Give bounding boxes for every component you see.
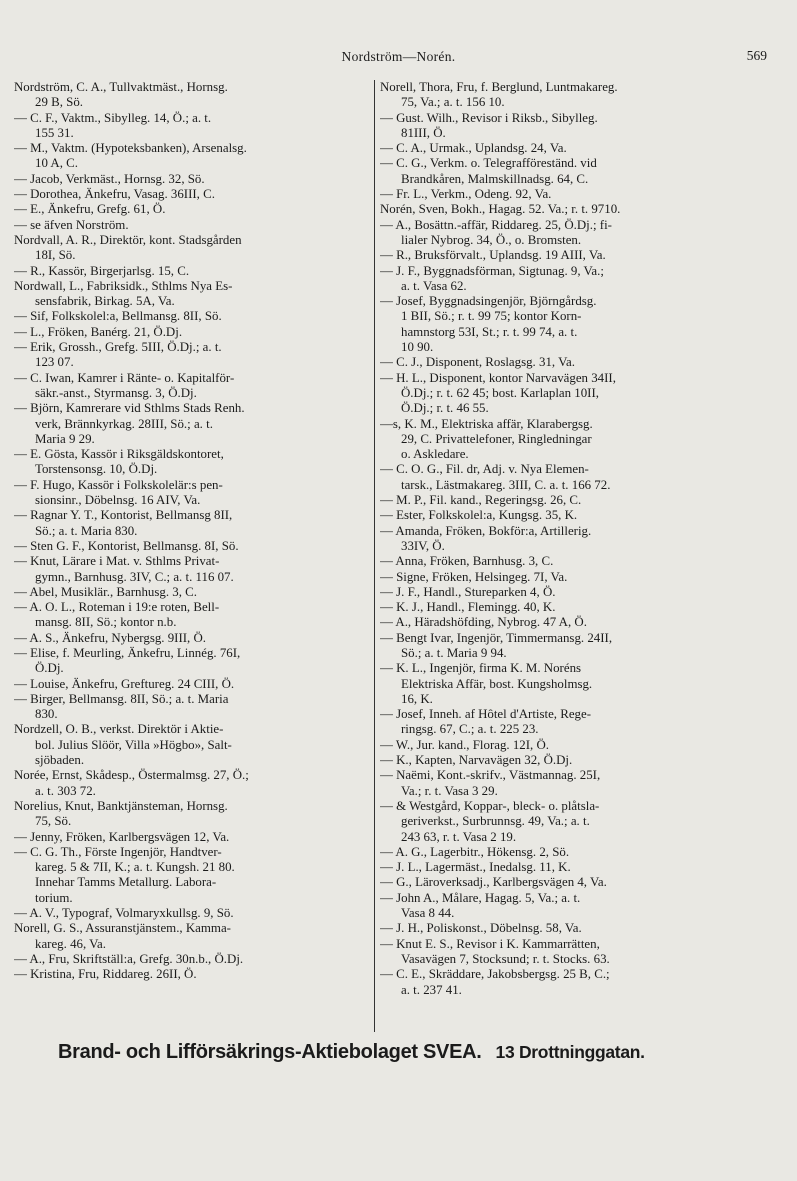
left-column: [14, 80, 373, 983]
directory-entry-line: — C. G. Th., Förste Ingenjör, Handtver-: [14, 844, 222, 859]
banner-company: Brand- och Lifförsäkrings-Aktiebolaget SVEA.: [58, 1041, 482, 1063]
directory-entry-line: 18I, Sö.: [35, 248, 76, 263]
directory-entry-line: — C. A., Urmak., Uplandsg. 24, Va.: [380, 141, 567, 156]
directory-entry-line: Nordzell, O. B., verkst. Direktör i Aktie-: [14, 722, 224, 737]
directory-entry-line: — A. S., Änkefru, Nybergsg. 9III, Ö.: [14, 630, 207, 645]
directory-entry-line: — Dorothea, Änkefru, Vasag. 36III, C.: [14, 187, 215, 202]
directory-entry-line: — Josef, Inneh. af Hôtel d'Artiste, Rege-: [380, 707, 592, 722]
directory-entry-line: 33IV, Ö.: [401, 538, 445, 553]
directory-entry-line: — J. H., Poliskonst., Döbelnsg. 58, Va.: [380, 921, 582, 936]
directory-entry-line: — Elise, f. Meurling, Änkefru, Linnég. 76I,: [14, 645, 241, 660]
directory-entry-line: — K. L., Ingenjör, firma K. M. Noréns: [380, 661, 582, 676]
directory-entry-line: sjöbaden.: [35, 753, 85, 768]
directory-entry-line: sensfabrik, Birkag. 5A, Va.: [35, 294, 175, 309]
directory-entry-line: a. t. 237 41.: [401, 982, 462, 997]
directory-entry-line: ringsg. 67, C.; a. t. 225 23.: [401, 722, 539, 737]
directory-entry-line: — E. Gösta, Kassör i Riksgäldskontoret,: [14, 447, 224, 462]
directory-entry-line: — C. E., Skräddare, Jakobsbergsg. 25 B, C.;: [380, 967, 610, 982]
directory-entry-line: — G., Läroverksadj., Karlbergsvägen 4, Va.: [380, 875, 607, 890]
directory-entry-line: — A., Fru, Skriftställ:a, Grefg. 30n.b., Ö.Dj.: [14, 951, 244, 966]
directory-entry-line: Norée, Ernst, Skådesp., Östermalmsg. 27, Ö.;: [14, 768, 249, 783]
directory-entry-line: — Signe, Fröken, Helsingeg. 7I, Va.: [380, 569, 568, 584]
directory-entry-line: Nordström, C. A., Tullvaktmäst., Hornsg.: [14, 80, 228, 94]
directory-entry-line: — Björn, Kamrerare vid Sthlms Stads Renh.: [14, 401, 245, 416]
directory-entry-line: — Bengt Ivar, Ingenjör, Timmermansg. 24II,: [380, 630, 613, 645]
directory-entry-line: — Kristina, Fru, Riddareg. 26II, Ö.: [14, 967, 197, 982]
directory-entry-line: — Ragnar Y. T., Kontorist, Bellmansg 8II,: [14, 508, 233, 523]
directory-entry-line: 1 BII, Sö.; r. t. 99 75; kontor Korn-: [401, 309, 582, 324]
directory-entry-line: — John A., Målare, Hagag. 5, Va.; a. t.: [380, 890, 581, 905]
directory-entry-line: — Naëmi, Kont.-skrifv., Västmannag. 25I,: [380, 768, 601, 783]
directory-entry-line: — Birger, Bellmansg. 8II, Sö.; a. t. Maria: [14, 691, 229, 706]
advertisement-banner: [58, 1041, 748, 1064]
directory-entry-line: 155 31.: [35, 125, 74, 140]
directory-entry-line: — Louise, Änkefru, Greftureg. 24 CIII, Ö.: [14, 676, 235, 691]
directory-entry-line: — A., Bosättn.-affär, Riddareg. 25, Ö.Dj.; fi-: [380, 217, 612, 232]
directory-entry-line: Va.; r. t. Vasa 3 29.: [401, 783, 498, 798]
directory-entry-line: 830.: [35, 707, 58, 722]
directory-entry-line: — J. F., Byggnadsförman, Sigtunag. 9, Va.;: [380, 263, 604, 278]
directory-entry-line: — J. L., Lagermäst., Inedalsg. 11, K.: [380, 860, 571, 875]
directory-entry-line: — A. O. L., Roteman i 19:e roten, Bell-: [14, 600, 220, 615]
directory-entry-line: — K. J., Handl., Flemingg. 40, K.: [380, 600, 556, 615]
directory-entry-line: —s, K. M., Elektriska affär, Klarabergsg.: [380, 416, 593, 431]
running-header: Nordström—Norén.: [341, 49, 456, 64]
directory-entry-line: 75, Va.; a. t. 156 10.: [401, 95, 505, 110]
directory-entry-line: o. Askledare.: [401, 447, 469, 462]
directory-entry-line: — Ester, Folkskolel:a, Kungsg. 35, K.: [380, 508, 578, 523]
directory-entry-line: geriverkst., Surbrunnsg. 49, Va.; a. t.: [401, 814, 590, 829]
banner-address: 13 Drottninggatan.: [495, 1042, 645, 1062]
directory-entry-line: — K., Kapten, Narvavägen 32, Ö.Dj.: [380, 753, 573, 768]
directory-entry-line: verk, Brännkyrkag. 28III, Sö.; a. t.: [35, 416, 213, 431]
directory-entry-line: 81III, Ö.: [401, 125, 446, 140]
directory-entry-line: — Knut, Lärare i Mat. v. Sthlms Privat-: [14, 554, 220, 569]
directory-entry-line: Sö.; a. t. Maria 9 94.: [401, 645, 507, 660]
directory-entry-line: sionsinr., Döbelnsg. 16 AIV, Va.: [35, 493, 201, 508]
directory-entry-line: — Knut E. S., Revisor i K. Kammarrätten,: [380, 936, 600, 951]
directory-entry-line: 75, Sö.: [35, 814, 72, 829]
directory-entry-line: kareg. 5 & 7II, K.; a. t. Kungsh. 21 80.: [35, 860, 235, 875]
directory-entry-line: — Sten G. F., Kontorist, Bellmansg. 8I, Sö.: [14, 538, 239, 553]
directory-entry-line: Innehar Tamms Metallurg. Labora-: [35, 875, 217, 890]
directory-entry-line: — Gust. Wilh., Revisor i Riksb., Sibylleg.: [380, 110, 598, 125]
directory-entry-line: — Sif, Folkskolel:a, Bellmansg. 8II, Sö.: [14, 309, 222, 324]
directory-entry-line: 123 07.: [35, 355, 74, 370]
directory-entry-line: — A. V., Typograf, Volmaryxkullsg. 9, Sö.: [14, 906, 234, 921]
directory-entry-line: — Josef, Byggnadsingenjör, Björngårdsg.: [380, 294, 597, 309]
directory-entry-line: Sö.; a. t. Maria 830.: [35, 523, 138, 538]
directory-entry-line: — Fr. L., Verkm., Odeng. 92, Va.: [380, 187, 552, 202]
directory-entry-line: — Jenny, Fröken, Karlbergsvägen 12, Va.: [14, 829, 230, 844]
directory-entry-line: Ö.Dj.: [35, 661, 64, 676]
directory-entry-line: — H. L., Disponent, kontor Narvavägen 34II,: [380, 370, 616, 385]
directory-entry-line: a. t. 303 72.: [35, 783, 96, 798]
directory-entry-line: Ö.Dj.; r. t. 46 55.: [401, 401, 489, 416]
directory-entry-line: a. t. Vasa 62.: [401, 278, 467, 293]
right-column: [380, 80, 780, 998]
directory-entry-line: Maria 9 29.: [35, 431, 95, 446]
directory-entry-line: — L., Fröken, Banérg. 21, Ö.Dj.: [14, 324, 183, 339]
directory-entry-line: — Amanda, Fröken, Bokför:a, Artillerig.: [380, 523, 592, 538]
directory-entry-line: — R., Kassör, Birgerjarlsg. 15, C.: [14, 263, 190, 278]
directory-entry-line: 29, C. Privattelefoner, Ringledningar: [401, 431, 592, 446]
directory-entry-line: — J. F., Handl., Stureparken 4, Ö.: [380, 584, 556, 599]
directory-entry-line: — C. J., Disponent, Roslagsg. 31, Va.: [380, 355, 575, 370]
directory-entry-line: — & Westgård, Koppar-, bleck- o. plåtsla-: [380, 798, 600, 813]
directory-entry-line: — C. O. G., Fil. dr, Adj. v. Nya Elemen-: [380, 462, 589, 477]
directory-entry-line: — C. Iwan, Kamrer i Ränte- o. Kapitalför-: [14, 370, 235, 385]
page-number: 569: [746, 48, 767, 63]
directory-entry-line: — R., Bruksförvalt., Uplandsg. 19 AIII, Va.: [380, 248, 606, 263]
directory-entry-line: mansg. 8II, Sö.; kontor n.b.: [35, 615, 177, 630]
directory-entry-line: Ö.Dj.; r. t. 62 45; bost. Karlaplan 10II,: [401, 385, 599, 400]
directory-entry-line: — Abel, Musiklär., Barnhusg. 3, C.: [14, 584, 197, 599]
directory-entry-line: — Erik, Grossh., Grefg. 5III, Ö.Dj.; a. t.: [14, 340, 222, 355]
directory-entry-line: 16, K.: [401, 691, 433, 706]
directory-entry-line: — W., Jur. kand., Florag. 12I, Ö.: [380, 737, 550, 752]
directory-entry-line: 10 90.: [401, 340, 434, 355]
directory-entry-line: — F. Hugo, Kassör i Folkskolelär:s pen-: [14, 477, 223, 492]
directory-entry-line: kareg. 46, Va.: [35, 936, 106, 951]
directory-entry-line: Norell, Thora, Fru, f. Berglund, Luntmakareg.: [380, 80, 618, 94]
directory-entry-line: — M., Vaktm. (Hypoteksbanken), Arsenalsg.: [14, 141, 247, 156]
directory-entry-line: 243 63, r. t. Vasa 2 19.: [401, 829, 517, 844]
directory-entry-line: tarsk., Lästmakareg. 3III, C. a. t. 166 72.: [401, 477, 611, 492]
directory-entry-line: 10 A, C.: [35, 156, 78, 171]
directory-entry-line: hamnstorg 53I, St.; r. t. 99 74, a. t.: [401, 324, 578, 339]
directory-entry-line: gymn., Barnhusg. 3IV, C.; a. t. 116 07.: [35, 569, 234, 584]
directory-entry-line: — E., Änkefru, Grefg. 61, Ö.: [14, 202, 166, 217]
directory-entry-line: Brandkåren, Malmskillnadsg. 64, C.: [401, 171, 589, 186]
column-divider: [374, 80, 375, 1032]
directory-entry-line: säkr.-anst., Styrmansg. 3, Ö.Dj.: [35, 385, 197, 400]
directory-entry-line: Nordvall, A. R., Direktör, kont. Stadsgården: [14, 232, 242, 247]
directory-entry-line: — C. F., Vaktm., Sibylleg. 14, Ö.; a. t.: [14, 110, 212, 125]
directory-entry-line: — Anna, Fröken, Barnhusg. 3, C.: [380, 554, 554, 569]
directory-entry-line: Vasavägen 7, Stocksund; r. t. Stocks. 63.: [401, 951, 610, 966]
directory-entry-line: Torstensonsg. 10, Ö.Dj.: [35, 462, 158, 477]
directory-entry-line: Vasa 8 44.: [401, 906, 455, 921]
directory-entry-line: — Jacob, Verkmäst., Hornsg. 32, Sö.: [14, 171, 205, 186]
directory-entry-line: 29 B, Sö.: [35, 95, 83, 110]
directory-entry-line: Norell, G. S., Assuranstjänstem., Kamma-: [14, 921, 231, 936]
directory-entry-line: Elektriska Affär, bost. Kungsholmsg.: [401, 676, 593, 691]
directory-entry-line: lialer Nybrog. 34, Ö., o. Bromsten.: [401, 232, 582, 247]
directory-entry-line: — C. G., Verkm. o. Telegrafföreständ. vid: [380, 156, 597, 171]
directory-entry-line: bol. Julius Slöör, Villa »Högbo», Salt-: [35, 737, 232, 752]
directory-entry-line: Norén, Sven, Bokh., Hagag. 52. Va.; r. t. 9710.: [380, 202, 621, 217]
directory-entry-line: — A. G., Lagerbitr., Hökensg. 2, Sö.: [380, 844, 570, 859]
directory-entry-line: — M. P., Fil. kand., Regeringsg. 26, C.: [380, 493, 582, 508]
directory-entry-line: Norelius, Knut, Banktjänsteman, Hornsg.: [14, 798, 228, 813]
directory-entry-line: Nordwall, L., Fabriksidk., Sthlms Nya Es-: [14, 278, 233, 293]
directory-entry-line: — se äfven Norström.: [14, 217, 129, 232]
directory-entry-line: torium.: [35, 890, 73, 905]
directory-entry-line: — A., Häradshöfding, Nybrog. 47 A, Ö.: [380, 615, 587, 630]
